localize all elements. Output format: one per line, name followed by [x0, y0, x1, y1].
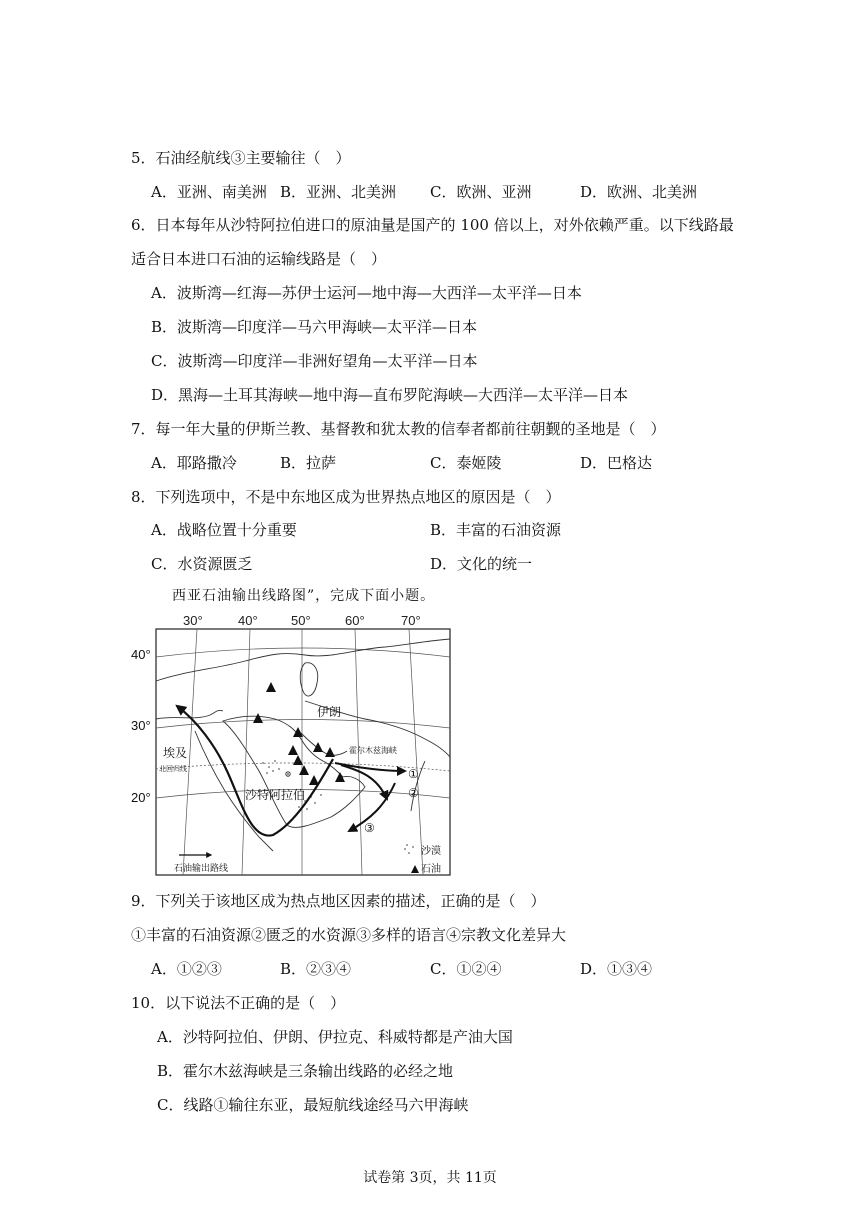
q7-option-a: A．耶路撒冷	[151, 454, 237, 472]
q5-option-d: D．欧洲、北美洲	[580, 183, 698, 201]
legend-oil-label: 石油	[421, 864, 441, 875]
legend-desert-label: 沙漠	[421, 846, 441, 857]
label-egypt: 埃及	[163, 746, 188, 760]
lon-label-40: 40°	[238, 613, 258, 628]
q5-option-a: A．亚洲、南美洲	[151, 183, 267, 201]
lat-label-40: 40°	[131, 647, 151, 662]
lon-label-70: 70°	[401, 613, 421, 628]
west-asia-oil-map	[155, 611, 451, 877]
q6-stem-line1: 6．日本每年从沙特阿拉伯进口的原油量是国产的 100 倍以上，对外依赖严重。以下线路最	[131, 216, 734, 234]
q10-stem: 10．以下说法不正确的是（ ）	[131, 994, 346, 1012]
q9-statements: ①丰富的石油资源②匮乏的水资源③多样的语言④宗教文化差异大	[131, 926, 567, 944]
q6-option-a: A．波斯湾—红海—苏伊士运河—地中海—大西洋—太平洋—日本	[151, 284, 582, 302]
q8-option-c: C．水资源匮乏	[151, 555, 253, 573]
label-route-3: ③	[364, 821, 375, 835]
q9-option-a: A．①②③	[151, 960, 222, 978]
q9-option-c: C．①②④	[430, 960, 502, 978]
lon-label-30: 30°	[183, 613, 203, 628]
legend-route-label: 石油输出路线	[174, 863, 229, 873]
q9-stem: 9．下列关于该地区成为热点地区因素的描述，正确的是（ ）	[131, 892, 546, 910]
label-iran: 伊朗	[317, 705, 342, 719]
lon-label-60: 60°	[345, 613, 365, 628]
q9-option-b: B．②③④	[280, 960, 352, 978]
q6-stem-line2: 适合日本进口石油的运输线路是（ ）	[131, 250, 387, 268]
q5-stem: 5．石油经航线③主要输往（ ）	[131, 149, 351, 167]
q10-option-c: C．线路①输往东亚，最短航线途经马六甲海峡	[157, 1096, 469, 1114]
label-route-2: ②	[408, 786, 419, 800]
q10-option-b: B．霍尔木兹海峡是三条输出线路的必经之地	[157, 1062, 454, 1080]
q7-option-c: C．泰姬陵	[430, 454, 502, 472]
label-tropic: 北回归线	[159, 766, 187, 773]
label-saudi: 沙特阿拉伯	[245, 788, 306, 802]
page-footer: 试卷第 3页，共 11页	[363, 1170, 497, 1186]
q8-option-a: A．战略位置十分重要	[151, 521, 297, 539]
lat-label-20: 20°	[131, 790, 151, 805]
q7-stem: 7．每一年大量的伊斯兰教、基督教和犹太教的信奉者都前往朝觐的圣地是（ ）	[131, 420, 666, 438]
q10-option-a: A．沙特阿拉伯、伊朗、伊拉克、科威特都是产油大国	[157, 1028, 513, 1046]
label-hormuz: 霍尔木兹海峡	[349, 746, 397, 755]
map-caption: 西亚石油输出线路图”，完成下面小题。	[172, 588, 436, 604]
q8-stem: 8．下列选项中，不是中东地区成为世界热点地区的原因是（ ）	[131, 488, 561, 506]
q5-option-c: C．欧洲、亚洲	[430, 183, 532, 201]
q8-option-b: B．丰富的石油资源	[430, 521, 562, 539]
q6-option-d: D．黑海—土耳其海峡—地中海—直布罗陀海峡—大西洋—太平洋—日本	[151, 386, 629, 404]
q6-option-b: B．波斯湾—印度洋—马六甲海峡—太平洋—日本	[151, 318, 478, 336]
q8-option-d: D．文化的统一	[430, 555, 533, 573]
q9-option-d: D．①③④	[580, 960, 653, 978]
label-route-1: ①	[408, 767, 419, 781]
q7-option-b: B．拉萨	[280, 454, 337, 472]
lat-label-30: 30°	[131, 718, 151, 733]
q7-option-d: D．巴格达	[580, 454, 653, 472]
lon-label-50: 50°	[291, 613, 311, 628]
q5-option-b: B．亚洲、北美洲	[280, 183, 397, 201]
q6-option-c: C．波斯湾—印度洋—非洲好望角—太平洋—日本	[151, 352, 478, 370]
